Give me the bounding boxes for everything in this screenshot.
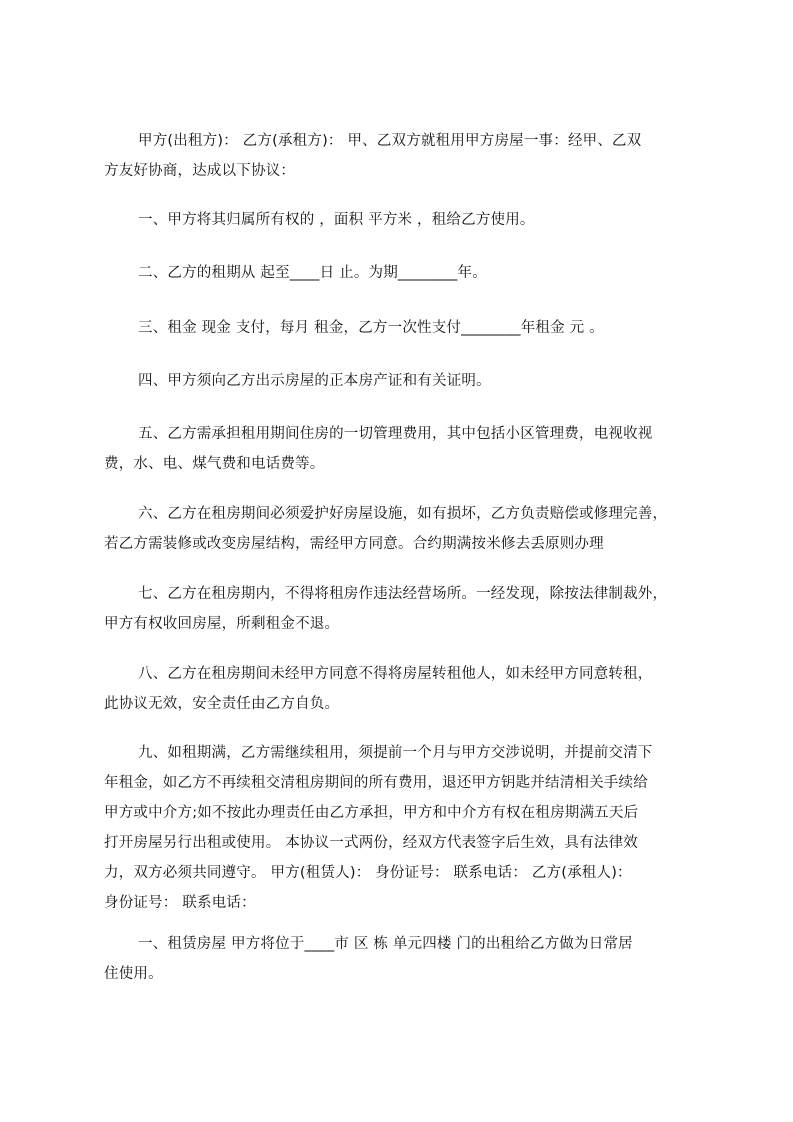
clause-6-line-1: 六、乙方在租房期间必须爱护好房屋设施，如有损坏，乙方负责赔偿或修理完善， xyxy=(138,506,668,522)
clause-8-line-1: 八、乙方在租房期间未经甲方同意不得将房屋转租他人，如未经甲方同意转租， xyxy=(138,666,653,682)
clause-6-line-2: 若乙方需装修或改变房屋结构，需经甲方同意。合约期满按米修去丢原则办理 xyxy=(104,536,604,552)
clause-8-paragraph xyxy=(104,659,704,719)
clause-9-line-4: 打开房屋另行出租或使用。 本协议一式两份，经双方代表签字后生效，具有法律效 xyxy=(104,835,639,851)
clause-7-line-2: 甲方有权收回房屋，所剩租金不退。 xyxy=(104,616,340,632)
clause-9-paragraph xyxy=(104,738,704,918)
clause-9-line-5: 力，双方必须共同遵守。 甲方(租赁人)： 身份证号： 联系电话： 乙方(承租人)： xyxy=(104,865,632,881)
clause-3-paragraph xyxy=(104,313,704,343)
clause-4-paragraph xyxy=(104,366,704,396)
intro-paragraph xyxy=(104,126,704,186)
clause-5-paragraph xyxy=(104,419,704,479)
lease-clause-paragraph xyxy=(104,929,704,989)
clause-2-line-1: 二、乙方的租期从 起至____日 止。为期________年。 xyxy=(138,265,487,281)
clause-3-line-1: 三、租金 现金 支付，每月 租金，乙方一次性支付________年租金 元 。 xyxy=(138,320,604,336)
clause-9-line-3: 甲方或中介方;如不按此办理责任由乙方承担，甲方和中介方有权在租房期满五天后 xyxy=(104,805,639,821)
clause-7-paragraph xyxy=(104,579,704,639)
clause-6-paragraph xyxy=(104,499,704,559)
clause-1-line-1: 一、甲方将其归属所有权的 ，面积 平方米 ，租给乙方使用。 xyxy=(138,212,535,228)
clause-7-line-1: 七、乙方在租房期内，不得将租房作违法经营场所。一经发现，除按法律制裁外， xyxy=(138,586,668,602)
intro-line-1: 甲方(出租方)： 乙方(承租方)： 甲、乙双方就租用甲方房屋一事：经甲、乙双 xyxy=(138,133,642,149)
clause-4-line-1: 四、甲方须向乙方出示房屋的正本房产证和有关证明。 xyxy=(138,373,491,389)
clause-2-paragraph xyxy=(104,258,704,288)
intro-line-2: 方友好协商，达成以下协议： xyxy=(104,163,296,179)
clause-9-line-2: 年租金，如乙方不再续租交清租房期间的所有费用，退还甲方钥匙并结清相关手续给 xyxy=(104,775,648,791)
lease-clause-line-1: 一、租赁房屋 甲方将位于____市 区 栋 单元四楼 门的出租给乙方做为日常居 xyxy=(138,936,633,952)
clause-1-paragraph xyxy=(104,205,704,235)
clause-9-line-1: 九、如租期满，乙方需继续租用，须提前一个月与甲方交涉说明，并提前交清下 xyxy=(138,745,653,761)
clause-9-line-6: 身份证号： 联系电话： xyxy=(104,895,256,911)
clause-8-line-2: 此协议无效，安全责任由乙方自负。 xyxy=(104,696,340,712)
lease-clause-line-2: 住使用。 xyxy=(104,966,163,982)
clause-5-line-1: 五、乙方需承担租用期间住房的一切管理费用，其中包括小区管理费，电视收视 xyxy=(138,426,653,442)
clause-5-line-2: 费，水、电、煤气费和电话费等。 xyxy=(104,456,325,472)
